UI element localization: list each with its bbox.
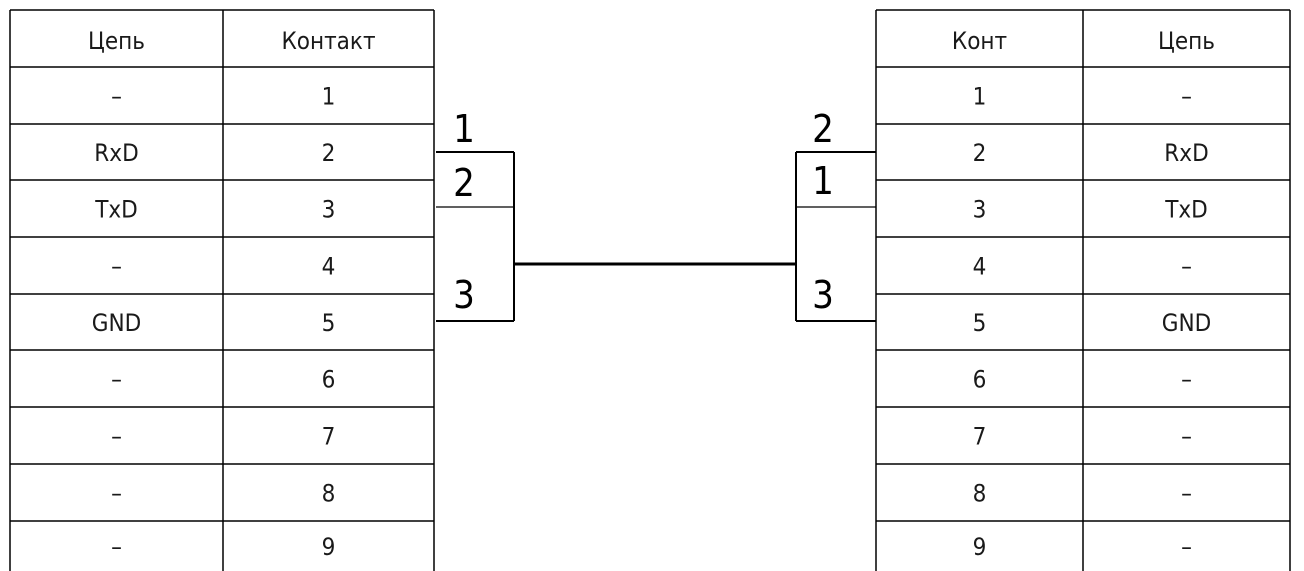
- left-table-cell-r0-c0: –: [111, 82, 122, 111]
- right-table-cell-r8-c1: –: [1181, 533, 1192, 561]
- right-table-cell-r0-c1: –: [1181, 82, 1192, 111]
- left-table-cell-r3-c0: –: [111, 252, 122, 281]
- right-wire-label-a: 1: [812, 159, 834, 203]
- left-table-cell-r7-c0: –: [111, 479, 122, 508]
- right-table-header-1: Цепь: [1158, 27, 1215, 55]
- right-table-cell-r3-c1: –: [1181, 252, 1192, 281]
- left-table-cell-r2-c0: TxD: [95, 195, 138, 224]
- left-table-cell-r1-c0: RxD: [94, 139, 139, 167]
- right-table-cell-r7-c0: 8: [972, 479, 987, 508]
- right-table-cell-r3-c0: 4: [972, 252, 987, 281]
- left-table-cell-r3-c1: 4: [321, 252, 336, 281]
- left-table-cell-r8-c1: 9: [321, 533, 336, 561]
- right-wire-label-b: 3: [812, 273, 834, 317]
- left-table-cell-r6-c0: –: [111, 422, 122, 451]
- right-table-cell-r4-c1: GND: [1161, 309, 1212, 337]
- right-connector-table: [876, 10, 1290, 571]
- right-table-header-0: Конт: [951, 27, 1008, 55]
- left-table-cell-r1-c1: 2: [321, 139, 336, 167]
- right-table-cell-r1-c0: 2: [972, 139, 987, 167]
- right-table-cell-r4-c0: 5: [972, 309, 987, 337]
- left-table-cell-r4-c0: GND: [91, 309, 142, 337]
- right-table-cell-r1-c1: RxD: [1164, 139, 1209, 167]
- right-table-cell-r2-c0: 3: [972, 195, 987, 224]
- right-table-cell-r2-c1: TxD: [1165, 195, 1208, 224]
- left-table-header-0: Цепь: [88, 27, 145, 55]
- left-wire-label-a: 2: [453, 161, 475, 205]
- right-table-cell-r5-c1: –: [1181, 365, 1192, 394]
- right-wire-label-top: 2: [812, 107, 834, 151]
- right-table-cell-r7-c1: –: [1181, 479, 1192, 508]
- cable-drawing: [436, 152, 876, 321]
- left-table-cell-r5-c0: –: [111, 365, 122, 394]
- left-table-cell-r8-c0: –: [111, 533, 122, 561]
- right-table-cell-r8-c0: 9: [972, 533, 987, 561]
- cable-labels: [453, 107, 834, 317]
- left-table-cell-r0-c1: 1: [321, 82, 336, 111]
- right-table-cell-r6-c0: 7: [972, 422, 987, 451]
- left-table-cell-r4-c1: 5: [321, 309, 336, 337]
- right-table-cell-r6-c1: –: [1181, 422, 1192, 451]
- right-table-cell-r5-c0: 6: [972, 365, 987, 394]
- left-wire-label-b: 3: [453, 273, 475, 317]
- left-table-cell-r6-c1: 7: [321, 422, 336, 451]
- left-table-cell-r5-c1: 6: [321, 365, 336, 394]
- left-table-cell-r2-c1: 3: [321, 195, 336, 224]
- left-wire-label-top: 1: [453, 107, 475, 151]
- left-connector-table: [10, 10, 434, 571]
- left-table-cell-r7-c1: 8: [321, 479, 336, 508]
- left-table-header-1: Контакт: [281, 27, 376, 55]
- right-table-cell-r0-c0: 1: [972, 82, 987, 111]
